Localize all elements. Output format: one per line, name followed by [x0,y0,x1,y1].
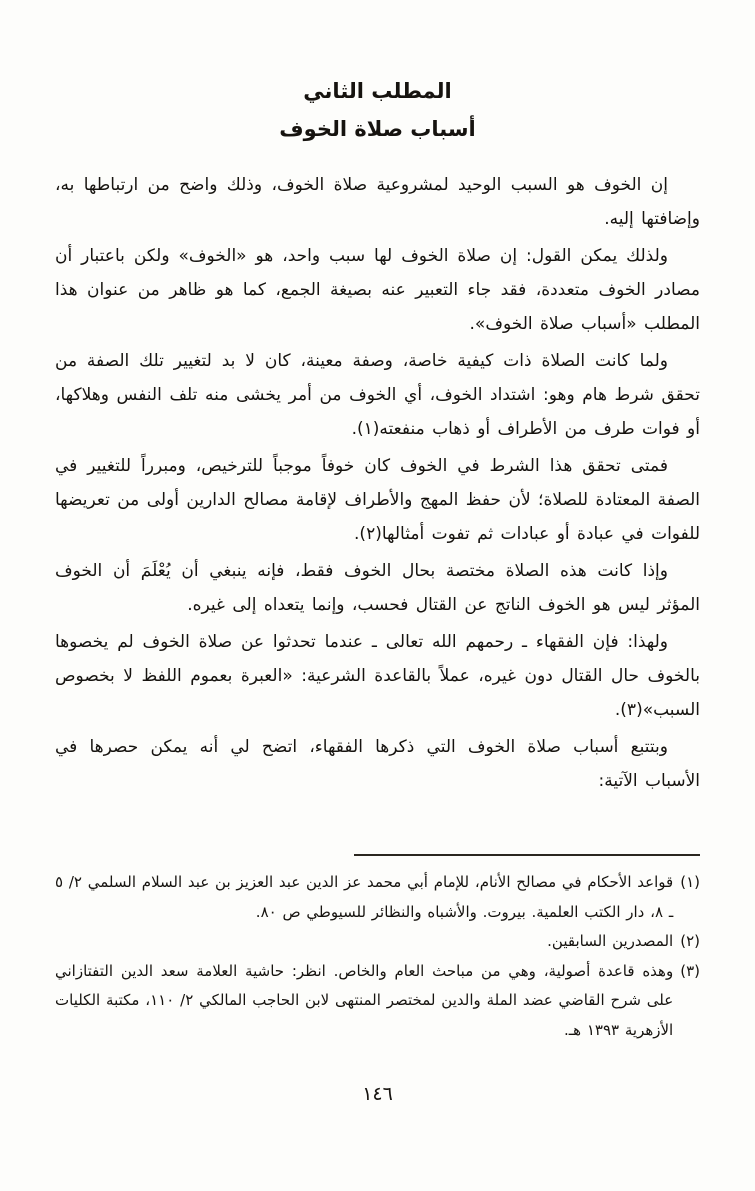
footnote-3-text: وهذه قاعدة أصولية، وهي من مباحث العام والخاص. انظر: حاشية العلامة سعد الدين التفتازاني على شرح القاضي عضد الملة والدين لمختصر المنتهى لابن الحاجب المالكي ٢/ ١١٠، مكتبة الكليات الأزهرية ١٣٩٣ هـ. [55,961,674,1039]
footnote-3-marker: (٣) [680,961,700,980]
footnote-1 [55,868,700,927]
paragraph-6: ولهذا: فإن الفقهاء ـ رحمهم الله تعالى ـ عندما تحدثوا عن صلاة الخوف لم يخصوها بالخوف حال القتال دون غيره، عملاً بالقاعدة الشرعية: «العبرة بعموم اللفظ لا بخصوص السبب»(٣). [55,632,700,720]
heading-line-1: المطلب الثاني [303,79,452,103]
paragraph-1: إن الخوف هو السبب الوحيد لمشروعية صلاة الخوف، وذلك واضح من ارتباطها به، وإضافتها إليه. [55,175,700,229]
paragraph-3: ولما كانت الصلاة ذات كيفية خاصة، وصفة معينة، كان لا بد لتغيير تلك الصفة من تحقق شرط هام وهو: اشتداد الخوف، أي الخوف من أمر يخشى منه تلف النفس وهلاكها، أو فوات طرف من الأطراف أو ذهاب منفعته(١). [55,351,700,439]
paragraph-4: فمتى تحقق هذا الشرط في الخوف كان خوفاً موجباً للترخيص، ومبرراً للتغيير في الصفة المعتادة للصلاة؛ لأن حفظ المهج والأطراف لإقامة مصالح الدارين أولى من تعريضها للفوات في عبادة أو عبادات ثم تفوت أمثالها(٢). [55,456,700,544]
footnote-3 [55,957,700,1046]
body-text [55,168,700,840]
footnotes-section [55,868,700,1045]
paragraph-7: وبتتبع أسباب صلاة الخوف التي ذكرها الفقهاء، اتضح لي أنه يمكن حصرها في الأسباب الآتية: [55,737,700,791]
paragraph-5: وإذا كانت هذه الصلاة مختصة بحال الخوف فقط، فإنه ينبغي أن يُعْلَمَ أن الخوف المؤثر ليس هو الخوف الناتج عن القتال فحسب، وإنما يتعداه إلى غيره. [55,561,700,615]
footnote-1-text: قواعد الأحكام في مصالح الأنام، للإمام أبي محمد عز الدين عبد العزيز بن عبد السلام السلمي ٢/ ٥ ـ ٨، دار الكتب العلمية. بيروت. والأشباه والنظائر للسيوطي ص ٨٠. [55,873,674,921]
paragraph-2: ولذلك يمكن القول: إن صلاة الخوف لها سبب واحد، هو «الخوف» ولكن باعتبار أن مصادر الخوف متعددة، فقد جاء التعبير عنه بصيغة الجمع، كما هو ظاهر من عنوان هذا المطلب «أسباب صلاة الخوف». [55,246,700,334]
footnote-2-marker: (٢) [680,932,700,950]
section-heading [55,72,700,148]
footnote-2-text: المصدرين السابقين. [547,932,674,950]
footnote-2 [55,927,700,957]
footnote-separator [354,854,700,856]
heading-line-2: أسباب صلاة الخوف [279,117,476,141]
page-number: ١٤٦ [362,1083,393,1105]
footnote-1-marker: (١) [680,873,700,891]
